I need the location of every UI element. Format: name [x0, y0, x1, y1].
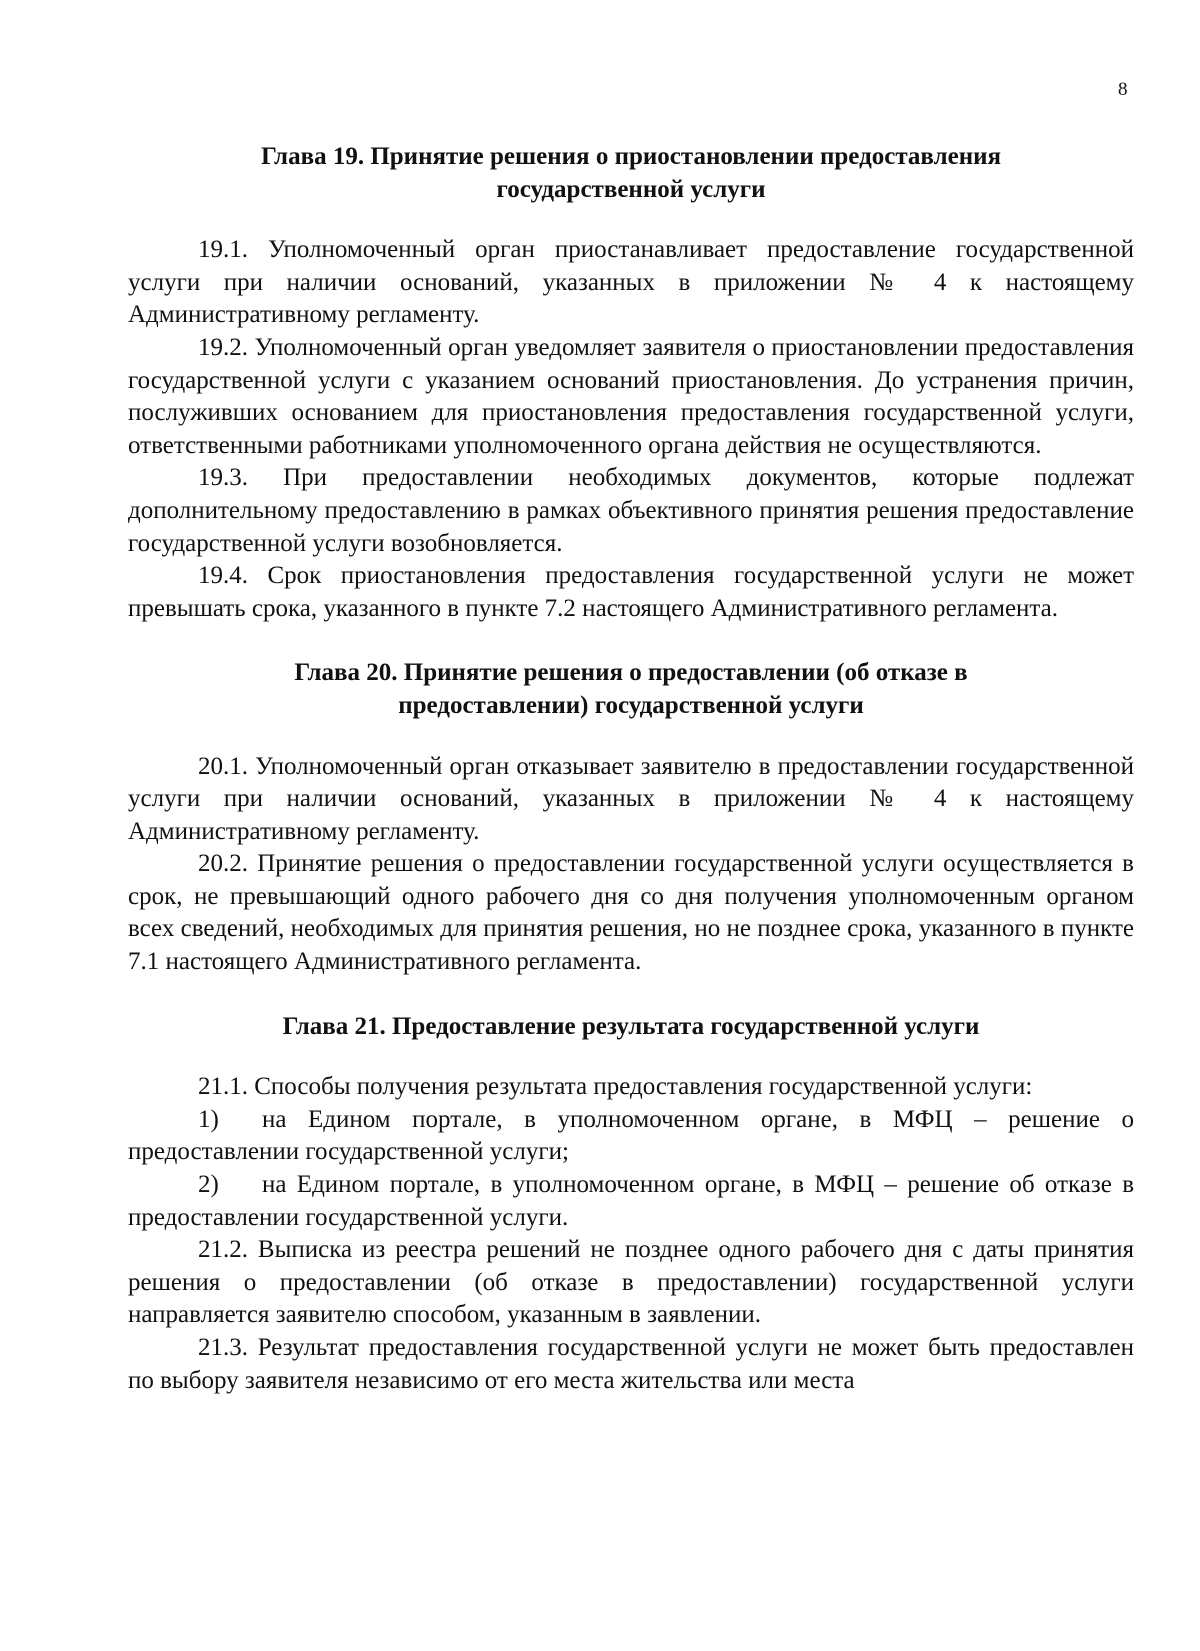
paragraph-19-4: 19.4. Срок приостановления предоставления государственной услуги не может превышать срока, указанного в пункте 7.2 настоящего Административного регламента. [128, 562, 1134, 622]
page-number: 8 [1118, 79, 1128, 100]
spacer [128, 625, 1134, 657]
chapter-20-title [128, 657, 1134, 722]
paragraph-20-2: 20.2. Принятие решения о предоставлении государственной услуги осуществляется в срок, не превышающий одного рабочего дня со дня получения уполномоченным органом всех сведений, необходимых для принятия решения, но не позднее срока, указанного в пункте 7.1 настоящего Административного регламента. [128, 850, 1134, 976]
list-item-1 [128, 1104, 1134, 1169]
list-item-text: на Едином портале, в уполномоченном органе, в МФЦ – решение об отказе в предоставлении государственной услуги. [128, 1171, 1134, 1231]
paragraph-20-1: 20.1. Уполномоченный орган отказывает заявителю в предоставлении государственной услуги при наличии оснований, указанных в приложении № 4 к настоящему Административному регламенту. [128, 752, 1134, 845]
spacer [128, 979, 1134, 1011]
chapter-20-title-line-1: Глава 20. Принятие решения о предоставлении (об отказе в [294, 659, 968, 687]
paragraph-19-3: 19.3. При предоставлении необходимых документов, которые подлежат дополнительному предоставлению в рамках объективного принятия решения предоставление государственной услуги возобновляется. [128, 464, 1134, 557]
paragraph-19-2: 19.2. Уполномоченный орган уведомляет заявителя о приостановлении предоставления государственной услуги с указанием оснований приостановления. До устранения причин, послуживших основанием для приостановления предоставления государственной услуги, ответственными работниками уполномоченного органа действия не осуществляются. [128, 333, 1134, 459]
chapter-19-title-line-1: Глава 19. Принятие решения о приостановлении предоставления [260, 143, 1002, 170]
list-marker: 2) [198, 1171, 219, 1199]
list-marker: 1) [198, 1105, 219, 1133]
chapter-19-title [128, 141, 1134, 206]
list-item-2 [128, 1169, 1134, 1234]
list-item-text: на Едином портале, в уполномоченном органе, в МФЦ – решение о предоставлении государственной услуги; [128, 1105, 1134, 1166]
paragraph-19-1: 19.1. Уполномоченный орган приостанавливает предоставление государственной услуги при наличии оснований, указанных в приложении № 4 к настоящему Административному регламенту. [128, 236, 1134, 329]
document-body [128, 141, 1134, 1397]
chapter-20-title-line-2: предоставлении) государственной услуги [398, 691, 864, 719]
chapter-21-title-line-1: Глава 21. Предоставление результата государственной услуги [282, 1012, 980, 1040]
chapter-19-title-line-2: государственной услуги [496, 175, 766, 203]
spacer [128, 723, 1134, 751]
paragraph-21-2: 21.2. Выписка из реестра решений не позднее одного рабочего дня с даты принятия решения о предоставлении (об отказе в предоставлении) государственной услуги направляется заявителю способом, указанным в заявлении. [128, 1236, 1134, 1329]
spacer [128, 1043, 1134, 1071]
chapter-21-title [128, 1011, 1134, 1044]
spacer [128, 206, 1134, 234]
paragraph-21-1: 21.1. Способы получения результата предоставления государственной услуги: [198, 1073, 1033, 1101]
paragraph-21-3: 21.3. Результат предоставления государственной услуги не может быть предоставлен по выбору заявителя независимо от его места жительства или места [128, 1334, 1134, 1394]
